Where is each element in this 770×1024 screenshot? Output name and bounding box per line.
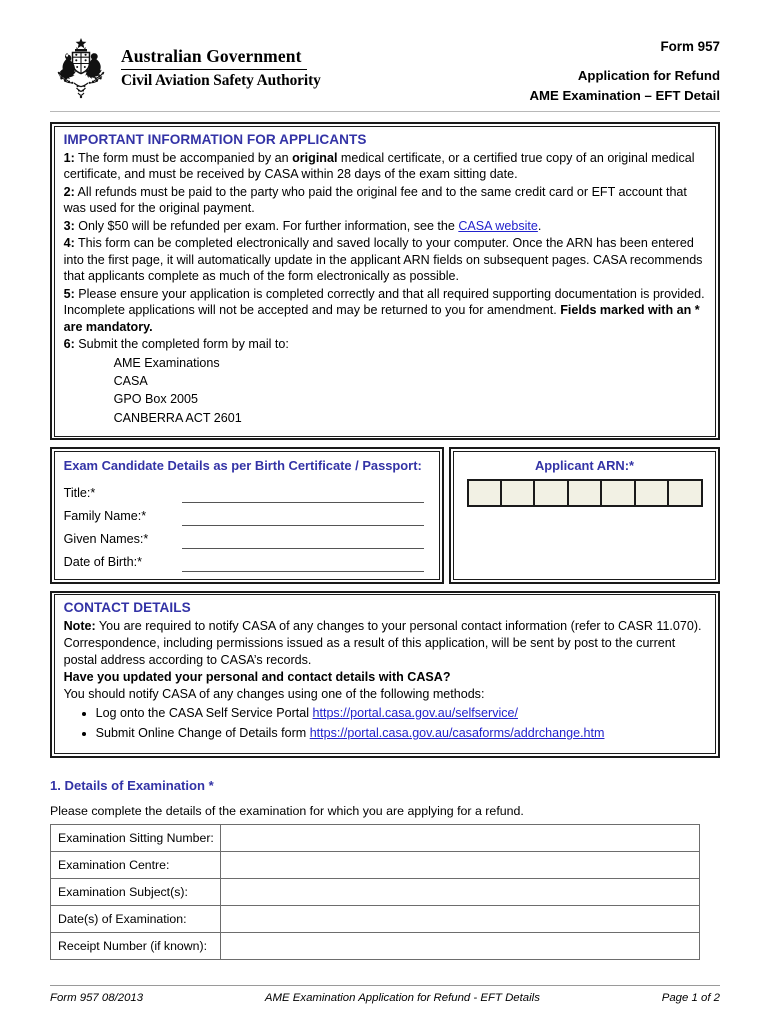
field-date-of-birth-input[interactable] [182,556,425,572]
important-item-4-text: This form can be completed electronically and saved locally to your computer. Once the ARN has been entered into the first page, it will automatically update in the applicant ARN fields on subsequent pages. CASA recommends that applicants complete as much of the form electronically as possible. [63,235,703,284]
section-1-subtitle: Please complete the details of the examination for which you are applying for a refund. [50,803,524,818]
casa-label: Civil Aviation Safety Authority [121,72,321,90]
arn-input-group[interactable] [467,479,703,507]
address-line-1: AME Examinations [113,355,220,370]
contact-method-change-of-details [96,725,706,741]
australian-government-label: Australian Government [121,46,302,67]
contact-methods-list [64,705,706,741]
important-item-5-text-a: Please ensure your application is completed correctly and that all required supporting documentation is provided. Incomplete applications will not be accepted and may be returned to you for amendment. [63,286,705,318]
field-date-of-birth [64,549,431,572]
footer-divider [50,985,720,986]
row-input-sitting-number[interactable] [221,824,700,851]
arn-cell-7[interactable] [669,481,700,505]
contact-note-text: You are required to notify CASA of any changes to your personal contact information (refer to CASR 11.070). Correspondence, including permissions issued as a result of this application, will be sent by post to the current postal address according to CASA’s records. [63,619,702,667]
arn-cell-2[interactable] [502,481,535,505]
arn-cell-4[interactable] [569,481,602,505]
contact-method-self-service [96,705,706,721]
important-information-heading: IMPORTANT INFORMATION FOR APPLICANTS [63,131,367,147]
arn-cell-1[interactable] [469,481,502,505]
arn-cell-3[interactable] [535,481,568,505]
footer-form-id: Form 957 08/2013 [50,992,144,1004]
row-label-dates-of-examination: Date(s) of Examination: [51,905,221,932]
important-item-2 [64,184,706,218]
row-label-examination-centre: Examination Centre: [51,851,221,878]
important-item-2-number: 2: [63,184,75,199]
contact-methods-intro: You should notify CASA of any changes using one of the following methods: [63,687,485,702]
applicant-arn-heading: Applicant ARN:* [534,458,635,474]
field-family-name [64,503,431,526]
row-input-examination-centre[interactable] [221,851,700,878]
header-divider [50,111,720,112]
branding-divider [121,69,307,70]
contact-note [64,618,706,668]
examination-details-table [50,824,700,960]
important-item-6 [64,336,706,353]
row-input-dates-of-examination[interactable] [221,905,700,932]
important-item-6-number: 6: [63,337,75,352]
important-item-3-text-a: Only $50 will be refunded per exam. For further information, see the [78,218,459,233]
field-date-of-birth-label: Date of Birth:* [63,555,142,570]
important-item-4 [64,235,706,285]
mailing-address [114,354,706,427]
section-1-heading: 1. Details of Examination * [50,777,214,793]
field-title-label: Title:* [63,486,96,501]
row-label-receipt-number: Receipt Number (if known): [51,932,221,959]
important-item-1-bold: original [292,150,338,165]
address-line-4: CANBERRA ACT 2601 [113,410,242,425]
form-number: Form 957 [660,39,720,54]
form-title-line-1: Application for Refund [577,68,720,84]
address-line-3: GPO Box 2005 [113,392,198,407]
contact-question-text: Have you updated your personal and contact details with CASA? [63,669,451,684]
field-title-input[interactable] [182,487,425,503]
australian-coat-of-arms-icon [50,36,112,100]
footer-document-title: AME Examination Application for Refund - EFT Details [264,992,540,1004]
table-row [51,824,700,851]
row-label-examination-subjects: Examination Subject(s): [51,878,221,905]
field-family-name-input[interactable] [182,510,425,526]
important-item-5-number: 5: [63,286,75,301]
row-input-examination-subjects[interactable] [221,878,700,905]
important-item-1-text-b: medical certificate, or a certified true copy of an original medical certificate, and must be received by CASA within 28 days of the exam sitting date. [63,150,695,182]
important-item-1 [64,150,706,184]
table-row [51,851,700,878]
arn-cell-6[interactable] [636,481,669,505]
important-item-1-text-a: The form must be accompanied by an [78,150,293,165]
important-item-5-bold: Fields marked with an * are mandatory. [63,303,700,335]
footer-page-number: Page 1 of 2 [661,992,720,1004]
important-item-5 [64,286,706,336]
contact-details-box [50,591,720,758]
contact-method-change-of-details-text: Submit Online Change of Details form [95,726,310,741]
field-family-name-label: Family Name:* [63,509,147,524]
table-row [51,932,700,959]
self-service-portal-link[interactable]: https://portal.casa.gov.au/selfservice/ [312,705,518,720]
address-line-2: CASA [113,373,148,388]
government-branding [50,36,321,100]
candidate-details-section [50,447,720,583]
important-information-box [50,122,720,440]
form-title-line-2: AME Examination – EFT Detail [529,87,720,103]
important-item-3-text-b: . [537,218,542,233]
important-item-4-number: 4: [63,235,75,250]
contact-question [64,669,706,686]
field-given-names [64,526,431,549]
page-footer [50,977,720,1004]
important-item-2-text: All refunds must be paid to the party who paid the original fee and to the same credit card or EFT account that was used for the original payment. [63,184,687,216]
table-row [51,905,700,932]
important-item-3-number: 3: [63,218,75,233]
row-input-receipt-number[interactable] [221,932,700,959]
applicant-arn-box [449,447,720,583]
arn-cell-5[interactable] [602,481,635,505]
field-given-names-label: Given Names:* [63,532,149,547]
important-item-1-number: 1: [63,150,75,165]
candidate-details-box [50,447,444,583]
contact-details-heading: CONTACT DETAILS [63,600,191,616]
branding-text [121,46,321,90]
table-row [51,878,700,905]
row-label-sitting-number: Examination Sitting Number: [51,824,221,851]
candidate-details-heading: Exam Candidate Details as per Birth Certificate / Passport: [63,458,422,474]
casa-website-link[interactable]: CASA website [458,218,538,233]
important-item-6-text: Submit the completed form by mail to: [78,337,289,352]
field-given-names-input[interactable] [182,533,425,549]
contact-note-label: Note: [63,619,96,634]
change-of-details-link[interactable]: https://portal.casa.gov.au/casaforms/addrchange.htm [309,726,605,741]
form-title-block [529,36,720,105]
page-header [50,0,720,104]
contact-method-self-service-text: Log onto the CASA Self Service Portal [95,705,313,720]
important-item-3 [64,218,706,235]
field-title [64,480,431,503]
